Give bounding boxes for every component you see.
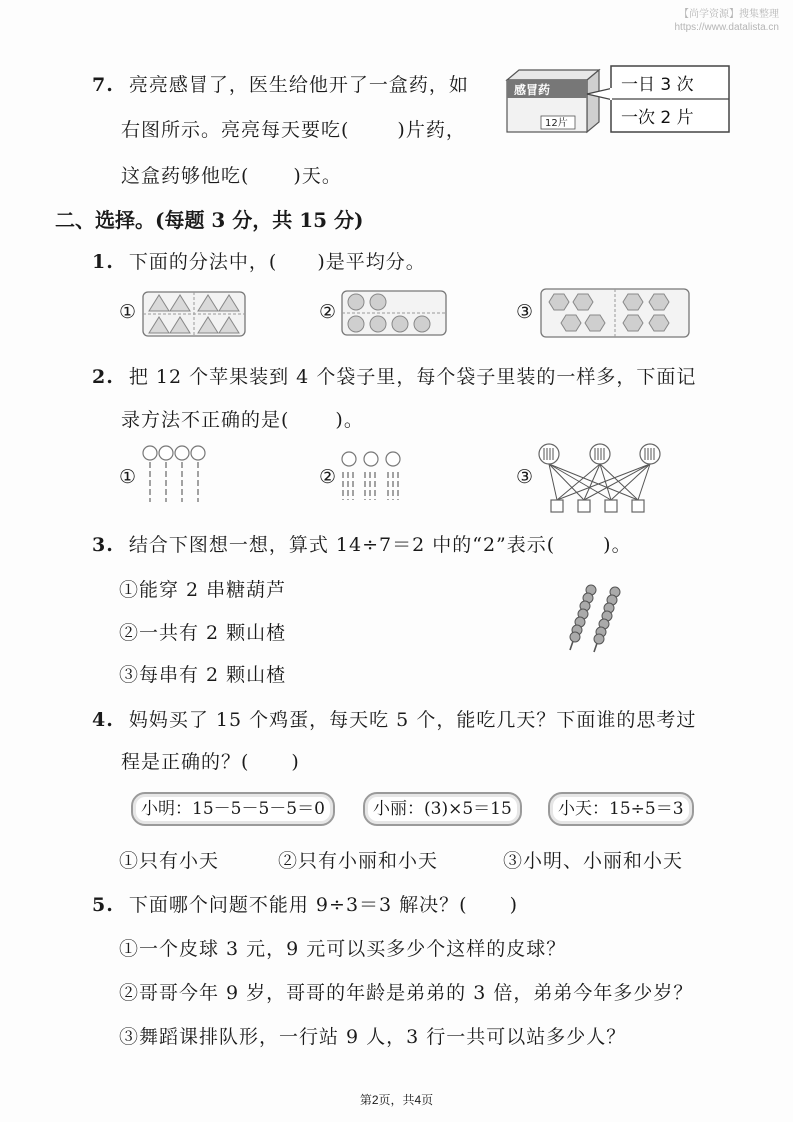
q4-answer3[interactable]: ③小明、小丽和小天 [503,850,684,872]
q5-number: 5. [92,894,114,916]
watermark-line2: https://www.datalista.cn [674,22,779,33]
q5-option2[interactable]: ②哥哥今年 9 岁，哥哥的年龄是弟弟的 3 倍，弟弟今年多少岁？ [119,982,694,1004]
xiaotian-card: 小天：15÷5＝3 [548,792,694,826]
q3-text: 3. 结合下图想一想，算式 14÷7＝2 中的“2”表示( )。 [92,534,632,556]
q1-option2-circles[interactable] [340,289,448,337]
dosage-per-time: 一次 2 片 [621,108,694,128]
q1-option2-label[interactable]: ② [319,301,337,323]
q7-line1: 7. 亮亮感冒了，医生给他开了一盒药，如 [92,74,469,96]
q3-option1[interactable]: ①能穿 2 串糖葫芦 [119,579,287,601]
q2-option2-diagram[interactable] [338,450,410,502]
watermark [675,8,780,34]
medicine-box-count: 12片 [545,118,568,129]
q1-option1-label[interactable]: ① [119,301,137,323]
q5-text: 5. 下面哪个问题不能用 9÷3＝3 解决？( ) [92,894,518,916]
q2-line1: 2. 把 12 个苹果装到 4 个袋子里，每个袋子里装的一样多，下面记 [92,366,697,388]
watermark-line1: 【尚学资源】搜集整理 [679,9,779,20]
dosage-per-day: 一日 3 次 [621,75,694,95]
q1-option1-triangles[interactable] [141,290,247,338]
xiaoli-card: 小丽：(3)×5＝15 [363,792,522,826]
q2-option2-label[interactable]: ② [319,466,337,488]
page-footer: 第2页，共4页 [359,1093,434,1107]
q1-option3-hexagons[interactable] [539,287,691,339]
q4-answer2[interactable]: ②只有小丽和小天 [278,850,439,872]
q7-line2: 右图所示。亮亮每天要吃( )片药， [121,119,466,141]
q1-text: 1. 下面的分法中，( )是平均分。 [92,251,426,273]
q4-answer1[interactable]: ①只有小天 [119,850,220,872]
q3-option2[interactable]: ②一共有 2 颗山楂 [119,622,287,644]
q2-option3-label[interactable]: ③ [516,466,534,488]
q2-option3-diagram[interactable] [537,442,667,514]
q1-number: 1. [92,251,114,273]
q5-option1[interactable]: ①一个皮球 3 元，9 元可以买多少个这样的皮球？ [119,938,567,960]
candied-haws-illustration [560,580,640,655]
medicine-illustration [503,64,733,136]
q4-line2: 程是正确的？( ) [121,751,300,773]
q3-number: 3. [92,534,114,556]
q7-number: 7. [92,74,114,96]
q5-option3[interactable]: ③舞蹈课排队形，一行站 9 人，3 行一共可以站多少人？ [119,1026,627,1048]
q7-line3: 这盒药够他吃( )天。 [121,165,342,187]
q4-number: 4. [92,709,114,731]
q4-line1: 4. 妈妈买了 15 个鸡蛋，每天吃 5 个，能吃几天？下面谁的思考过 [92,709,697,731]
medicine-box-label: 感冒药 [514,83,551,97]
xiaoming-card: 小明：15－5－5－5＝0 [131,792,335,826]
q2-line2: 录方法不正确的是( )。 [121,409,364,431]
section2-title: 二、选择。(每题 3 分，共 15 分) [55,208,364,232]
q2-option1-diagram[interactable] [140,444,212,504]
q1-option3-label[interactable]: ③ [516,301,534,323]
q2-option1-label[interactable]: ① [119,466,137,488]
q2-number: 2. [92,366,114,388]
q3-option3[interactable]: ③每串有 2 颗山楂 [119,664,287,686]
